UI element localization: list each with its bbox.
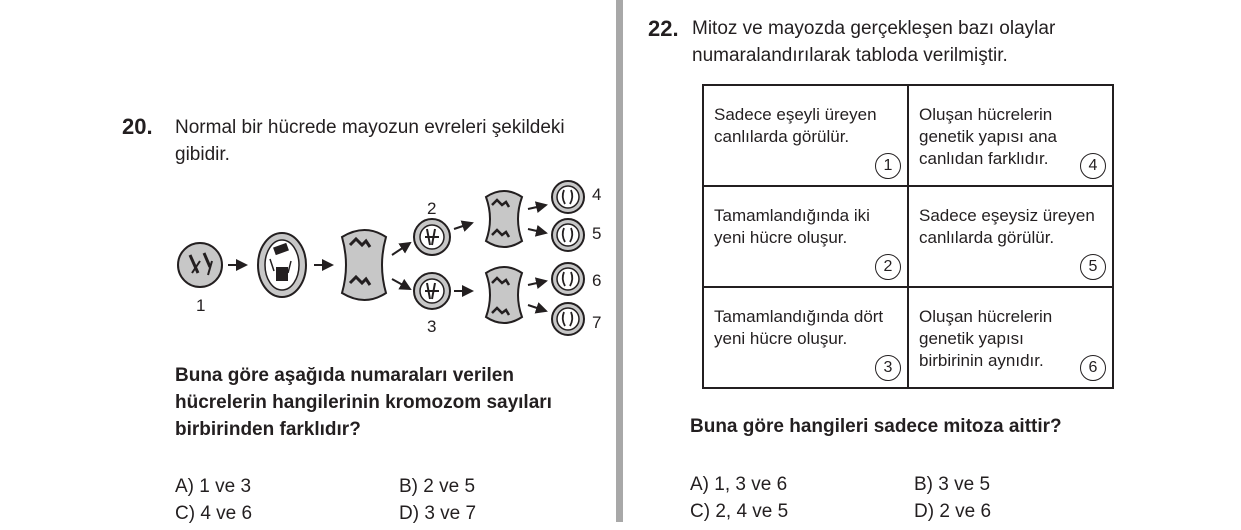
cell-3 xyxy=(414,273,450,309)
q20-option-c[interactable]: C) 4 ve 6 xyxy=(175,503,253,524)
cell-1 xyxy=(178,243,222,287)
question-20-prompt-line2: hücrelerin hangilerinin kromozom sayıları xyxy=(175,392,552,413)
question-20-prompt-line1: Buna göre aşağıda numaraları verilen xyxy=(175,365,514,386)
q22-option-b[interactable]: B) 3 ve 5 xyxy=(914,474,991,495)
cell-number-badge: 3 xyxy=(875,355,901,381)
figure-label-3: 3 xyxy=(427,317,437,336)
cell-text: Oluşan hücrelerin genetik yapısı birbirinin aynıdır. xyxy=(919,307,1053,370)
question-22-text-line2: numaralandırılarak tabloda verilmiştir. xyxy=(692,45,1008,66)
cell-number-badge: 6 xyxy=(1080,355,1106,381)
question-20-text-line1: Normal bir hücrede mayozun evreleri şekildeki xyxy=(175,117,565,138)
table-cell-6 xyxy=(908,287,1113,388)
q22-option-c[interactable]: C) 2, 4 ve 5 xyxy=(690,501,789,522)
cell-text: Tamamlandığında iki yeni hücre oluşur. xyxy=(714,206,870,247)
cell-6 xyxy=(552,263,584,295)
table-cell-4 xyxy=(908,85,1113,186)
question-22-prompt: Buna göre hangileri sadece mitoza aittir? xyxy=(690,416,1062,437)
cell-text: Tamamlandığında dört yeni hücre oluşur. xyxy=(714,307,884,348)
question-20-text-line2: gibidir. xyxy=(175,144,230,165)
cell-number-badge: 5 xyxy=(1080,254,1106,280)
cell-text: Sadece eşeyli üreyen canlılarda görülür. xyxy=(714,105,877,146)
cell-2 xyxy=(414,219,450,255)
arrow-4a xyxy=(454,223,472,229)
arrow-3b xyxy=(392,279,410,289)
q20-option-a[interactable]: A) 1 ve 3 xyxy=(175,476,252,497)
q22-option-a[interactable]: A) 1, 3 ve 6 xyxy=(690,474,788,495)
cell-5 xyxy=(552,219,584,251)
cell-7 xyxy=(552,303,584,335)
meiosis-diagram xyxy=(170,175,610,345)
arrow-5b xyxy=(528,229,546,233)
cell-telophase-1 xyxy=(342,230,386,300)
question-20-prompt-line3: birbirinden farklıdır? xyxy=(175,419,361,440)
table-cell-3 xyxy=(703,287,908,388)
table-cell-1 xyxy=(703,85,908,186)
q20-option-b[interactable]: B) 2 ve 5 xyxy=(399,476,476,497)
cell-number-badge: 1 xyxy=(875,153,901,179)
column-divider xyxy=(616,0,623,522)
question-20-number: 20. xyxy=(122,114,153,139)
figure-label-5: 5 xyxy=(592,224,602,243)
cell-4 xyxy=(552,181,584,213)
figure-label-1: 1 xyxy=(196,296,206,315)
table-cell-5 xyxy=(908,186,1113,287)
arrow-5c xyxy=(528,281,546,285)
arrow-5d xyxy=(528,305,546,311)
question-22-text-line1: Mitoz ve mayozda gerçekleşen bazı olaylar xyxy=(692,18,1056,39)
cell-text: Sadece eşeysiz üreyen canlılarda görülür. xyxy=(919,206,1095,247)
figure-label-4: 4 xyxy=(592,185,602,204)
cell-number-badge: 2 xyxy=(875,254,901,280)
figure-label-2: 2 xyxy=(427,199,437,218)
cell-text: Oluşan hücrelerin genetik yapısı ana canlıdan farklıdır. xyxy=(919,105,1057,168)
figure-label-6: 6 xyxy=(592,271,602,290)
q22-option-d[interactable]: D) 2 ve 6 xyxy=(914,501,992,522)
figure-label-7: 7 xyxy=(592,313,602,332)
arrow-3a xyxy=(392,243,410,255)
cell-prophase xyxy=(258,233,306,297)
table-cell-2 xyxy=(703,186,908,287)
cell-telophase-2b xyxy=(486,267,522,323)
question-22-number: 22. xyxy=(648,16,679,41)
arrow-5a xyxy=(528,205,546,209)
cell-number-badge: 4 xyxy=(1080,153,1106,179)
events-table xyxy=(702,84,1114,389)
cell-telophase-2a xyxy=(486,191,522,247)
q20-option-d[interactable]: D) 3 ve 7 xyxy=(399,503,477,524)
